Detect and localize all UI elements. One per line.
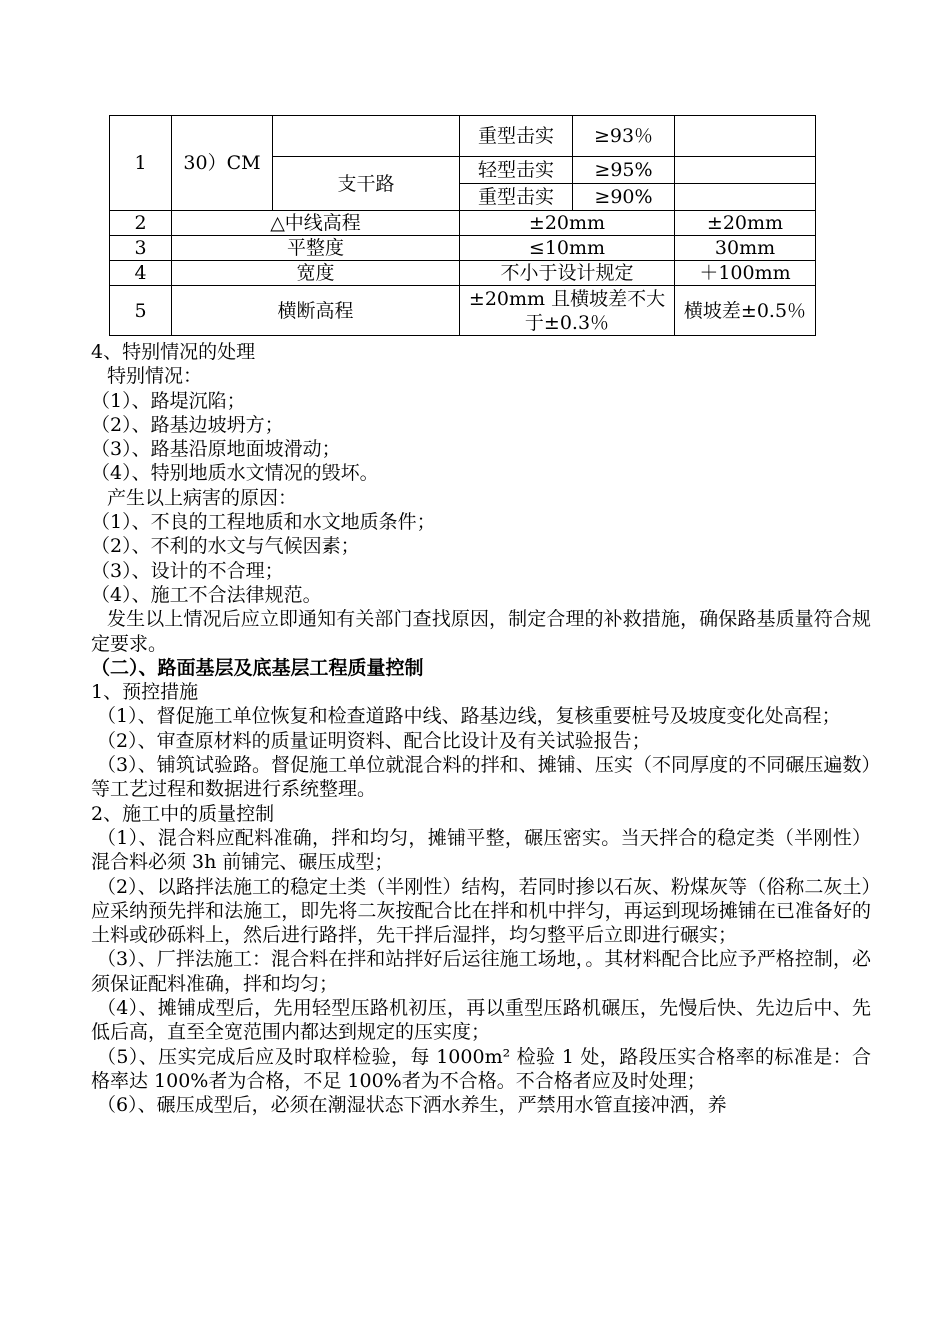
compaction-value-cell: ≥90%	[573, 184, 675, 211]
list-item: （5）、压实完成后应及时取样检验，每 1000m² 检验 1 处，路段压实合格率的标准是：合格率达 100%者为合格，不足 100%者为不合格。不合格者应及时处理；	[91, 1045, 871, 1092]
tolerance-cell	[675, 116, 816, 157]
compaction-type-cell: 重型击实	[460, 184, 573, 211]
list-item: （3）、厂拌法施工：混合料在拌和站拌好后运往施工场地，。其材料配合比应予严格控制，必须保证配料准确，拌和均匀；	[91, 948, 871, 995]
paragraph: 发生以上情况后应立即通知有关部门查找原因，制定合理的补救措施，确保路基质量符合规定要求。	[91, 608, 871, 655]
compaction-value-cell: ≥95%	[573, 157, 675, 184]
standard-value-cell: ≤10mm	[460, 236, 675, 261]
standard-value-cell: ±20mm	[460, 211, 675, 236]
list-item: （2）、不利的水文与气候因素；	[91, 535, 360, 558]
list-item: （2）、路基边坡坍方；	[91, 413, 284, 436]
list-item: （4）、摊铺成型后，先用轻型压路机初压，再以重型压路机碾压，先慢后快、先边后中、先低后高，直至全宽范围内都达到规定的压实度；	[91, 997, 871, 1044]
standard-value-cell: ±20mm 且横坡差不大于±0.3％	[460, 286, 675, 336]
list-item: （3）、路基沿原地面坡滑动；	[91, 438, 341, 461]
compaction-value-cell: ≥93％	[573, 116, 675, 157]
list-item: （3）、铺筑试验路。督促施工单位就混合料的拌和、摊铺、压实（不同厚度的不同碾压遍数）等工艺过程和数据进行系统整理。	[91, 754, 871, 801]
road-class-cell: 支干路	[273, 157, 460, 211]
row-number: 4	[110, 261, 172, 286]
compaction-type-cell: 轻型击实	[460, 157, 573, 184]
row-number: 5	[110, 286, 172, 336]
subsection-heading: 2、施工中的质量控制	[91, 802, 275, 825]
layer-thickness-cell: 30）CM	[172, 116, 273, 211]
quality-spec-table	[109, 115, 816, 336]
list-item: （1）、督促施工单位恢复和检查道路中线、路基边线，复核重要桩号及坡度变化处高程；	[97, 705, 841, 728]
section-heading: 4、特别情况的处理	[91, 341, 256, 363]
list-item: （1）、路堤沉陷；	[91, 389, 246, 412]
standard-value-cell: 不小于设计规定	[460, 261, 675, 286]
list-item: （3）、设计的不合理；	[91, 559, 284, 582]
check-item-cell: 平整度	[172, 236, 460, 261]
check-item-cell: 宽度	[172, 261, 460, 286]
tolerance-cell: ＋100mm	[675, 261, 816, 286]
list-item: （1）、混合料应配料准确，拌和均匀，摊铺平整，碾压密实。当天拌合的稳定类（半刚性）混合料必须 3h 前铺完、碾压成型；	[91, 826, 871, 874]
tolerance-cell: 横坡差±0.5％	[675, 286, 816, 336]
row-number: 3	[110, 236, 172, 261]
section-heading: （二）、路面基层及底基层工程质量控制	[91, 656, 424, 679]
tolerance-cell	[675, 184, 816, 211]
tolerance-cell	[675, 157, 816, 184]
list-item: （2）、以路拌法施工的稳定土类（半刚性）结构，若同时掺以石灰、粉煤灰等（俗称二灰土）应采纳预先拌和法施工，即先将二灰按配合比在拌和机中拌匀，再运到现场摊铺在已准备好的土料或砂砾料上，然后进行路拌，先干拌后湿拌，均匀整平后立即进行碾实；	[91, 875, 871, 947]
list-item: （1）、不良的工程地质和水文地质条件；	[91, 511, 436, 534]
list-item: （2）、审查原材料的质量证明资料、配合比设计及有关试验报告；	[97, 729, 651, 752]
list-item: （6）、碾压成型后，必须在潮湿状态下洒水养生，严禁用水管直接冲洒，养	[97, 1094, 727, 1117]
subsection-heading: 1、预控措施	[91, 681, 199, 704]
paragraph: 特别情况：	[107, 365, 203, 388]
road-class-cell	[273, 116, 460, 157]
paragraph: 产生以上病害的原因：	[107, 486, 298, 509]
check-item-cell: 横断高程	[172, 286, 460, 336]
row-number: 2	[110, 211, 172, 236]
body-text	[91, 340, 871, 1118]
row-number: 1	[110, 116, 172, 211]
list-item: （4）、特别地质水文情况的毁坏。	[91, 462, 379, 485]
tolerance-cell: ±20mm	[675, 211, 816, 236]
tolerance-cell: 30mm	[675, 236, 816, 261]
compaction-type-cell: 重型击实	[460, 116, 573, 157]
list-item: （4）、施工不合法律规范。	[91, 583, 322, 606]
check-item-cell: △中线高程	[172, 211, 460, 236]
